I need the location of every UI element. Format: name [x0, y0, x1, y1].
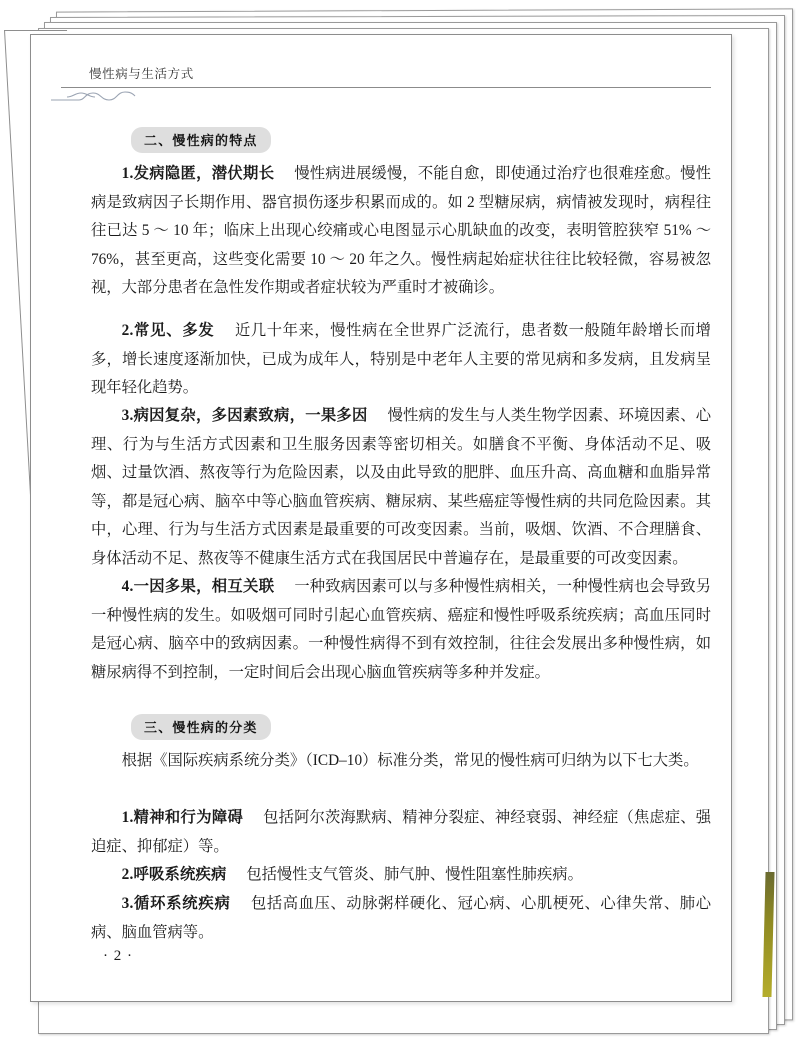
- paragraph-4-lead: 一因多果，相互关联: [133, 578, 275, 595]
- paragraph-2-body: 近几十年来，慢性病在全世界广泛流行，患者数一般随年龄增长而增多，增长速度逐渐加快，已成为成年人，特别是中老年人主要的常见病和多发病，且发病呈现年轻化趋势。: [91, 322, 711, 397]
- paragraph-3-number: 3.: [121, 407, 134, 424]
- paragraph-2-lead: 常见、多发: [133, 322, 215, 339]
- paragraph-1-body: 慢性病进展缓慢，不能自愈，即使通过治疗也很难痊愈。慢性病是致病因子长期作用、器官损伤逐步积累而成的。如 2 型糖尿病，病情被发现时，病程往往已达 5 ～ 10 年；临床上出现心绞痛或心电图显示心肌缺血的改变，表明管腔狭窄 51% ～ 76%，甚至更高，这些变化需要 10 ～ 20 年之久。慢性病起始症状往往比较轻微，容易被忽视，大部分患者在急性发作期或者症状较为严重时才被确诊。: [91, 165, 711, 297]
- header-ornament-icon: [49, 81, 139, 107]
- classification-item-2: [91, 861, 711, 890]
- classification-item-3-body: 包括高血压、动脉粥样硬化、冠心病、心肌梗死、心律失常、肺心病、脑血管病等。: [91, 895, 711, 941]
- classification-item-3-number: 3.: [121, 895, 134, 912]
- classification-item-2-number: 2.: [121, 866, 134, 883]
- classification-item-1-number: 1.: [121, 809, 134, 826]
- classification-item-1-body: 包括阿尔茨海默病、精神分裂症、神经衰弱、神经症（焦虑症、强迫症、抑郁症）等。: [91, 809, 711, 855]
- header-rule: [61, 87, 711, 88]
- classification-item-2-lead: 呼吸系统疾病: [133, 866, 227, 883]
- page-number: · 2 ·: [103, 948, 133, 964]
- paragraph-1-number: 1.: [121, 165, 134, 182]
- classification-item-2-body: 包括慢性支气管炎、肺气肿、慢性阻塞性肺疾病。: [246, 866, 583, 883]
- document-page: [30, 34, 732, 1002]
- paragraph-3-body: 慢性病的发生与人类生物学因素、环境因素、心理、行为与生活方式因素和卫生服务因素等密切相关。如膳食不平衡、身体活动不足、吸烟、过量饮酒、熬夜等行为危险因素，以及由此导致的肥胖、血压升高、高血糖和血脂异常等，都是冠心病、脑卒中等心脑血管疾病、糖尿病、某些癌症等慢性病的共同危险因素。其中，心理、行为与生活方式因素是最重要的可改变因素。当前，吸烟、饮酒、不合理膳食、身体活动不足、熬夜等不健康生活方式在我国居民中普遍存在，是最重要的可改变因素。: [91, 407, 711, 567]
- paragraph-3: [91, 402, 711, 574]
- paragraph-4-number: 4.: [121, 578, 134, 595]
- paragraph-1: [91, 160, 711, 303]
- paragraph-2-number: 2.: [121, 322, 134, 339]
- classification-item-3-lead: 循环系统疾病: [133, 895, 231, 912]
- paragraph-4: [91, 573, 711, 687]
- paragraph-3-lead: 病因复杂，多因素致病，一果多因: [133, 407, 368, 424]
- running-head: 慢性病与生活方式: [89, 66, 194, 81]
- classification-item-1-lead: 精神和行为障碍: [133, 809, 244, 826]
- paragraph-1-lead: 发病隐匿，潜伏期长: [133, 165, 275, 182]
- paragraph-4-body: 一种致病因素可以与多种慢性病相关，一种慢性病也会导致另一种慢性病的发生。如吸烟可同时引起心血管疾病、癌症和慢性呼吸系统疾病；高血压同时是冠心病、脑卒中的致病因素。一种慢性病得不到有效控制，往往会发展出多种慢性病，如糖尿病得不到控制，一定时间后会出现心脑血管疾病等多种并发症。: [91, 578, 711, 681]
- classification-item-3: [91, 890, 711, 947]
- section-heading-classification: 三、慢性病的分类: [131, 714, 271, 740]
- paragraph-2: [91, 317, 711, 403]
- classification-intro: 根据《国际疾病系统分类》（ICD–10）标准分类，常见的慢性病可归纳为以下七大类。: [121, 752, 699, 769]
- section-heading-characteristics: 二、慢性病的特点: [131, 127, 271, 153]
- classification-item-1: [91, 804, 711, 861]
